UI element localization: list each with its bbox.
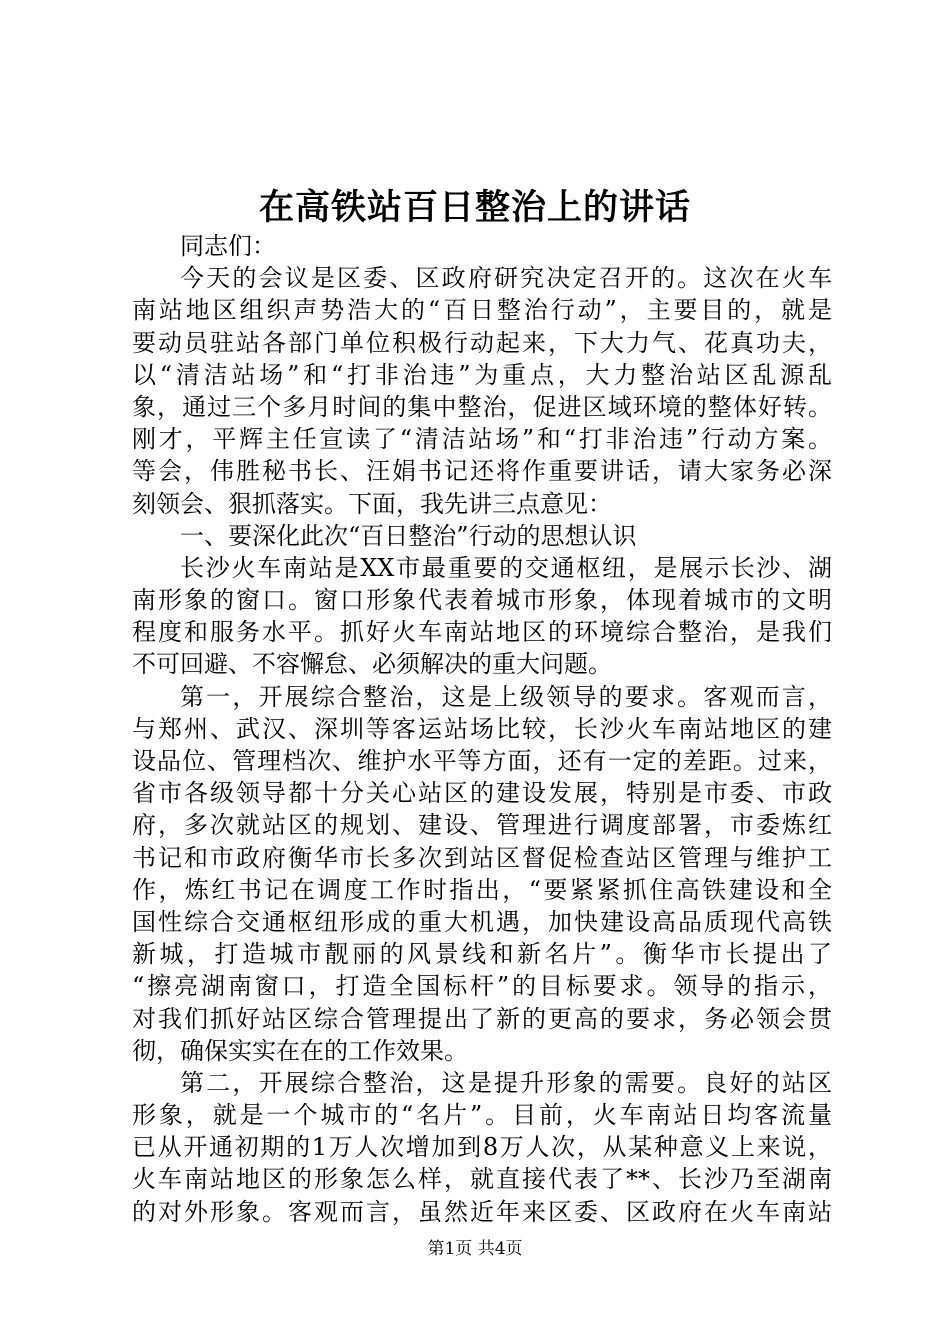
body-line: 等会，伟胜秘书长、汪娟书记还将作重要讲话，请大家务必深 xyxy=(132,457,832,486)
body-line: 对我们抓好站区综合管理提出了新的更高的要求，务必领会贯 xyxy=(132,1004,832,1033)
body-line: 已从开通初期的1万人次增加到8万人次，从某种意义上来说， xyxy=(132,1133,832,1162)
document-title: 在高铁站百日整治上的讲话 xyxy=(258,187,691,228)
body-line: 程度和服务水平。抓好火车南站地区的环境综合整治，是我们 xyxy=(132,618,832,647)
body-line: 南站地区组织声势浩大的“百日整治行动”，主要目的，就是 xyxy=(132,296,832,325)
body-line: 不可回避、不容懈怠、必须解决的重大问题。 xyxy=(132,650,612,679)
body-line: 长沙火车南站是XX市最重要的交通枢纽，是展示长沙、湖 xyxy=(180,553,832,582)
body-line: 火车南站地区的形象怎么样，就直接代表了**、长沙乃至湖南 xyxy=(132,1165,832,1194)
page-footer: 第1页 共4页 xyxy=(427,1239,523,1259)
body-line: 书记和市政府衡华市长多次到站区督促检查站区管理与维护工 xyxy=(132,843,832,872)
body-line: 国性综合交通枢纽形成的重大机遇，加快建设高品质现代高铁 xyxy=(132,907,832,936)
body-line: 以“清洁站场”和“打非治违”为重点，大力整治站区乱源乱 xyxy=(132,360,832,389)
body-line: 作，炼红书记在调度工作时指出，“要紧紧抓住高铁建设和全 xyxy=(132,875,832,904)
body-line: 彻，确保实实在在的工作效果。 xyxy=(132,1036,468,1065)
body-line: 府，多次就站区的规划、建设、管理进行调度部署，市委炼红 xyxy=(132,811,832,840)
body-line: 同志们： xyxy=(180,232,276,260)
body-line: 设品位、管理档次、维护水平等方面，还有一定的差距。过来， xyxy=(132,747,832,775)
body-line: 形象，就是一个城市的“名片”。目前，火车南站日均客流量 xyxy=(132,1101,832,1130)
body-line: 省市各级领导都十分关心站区的建设发展，特别是市委、市政 xyxy=(132,779,832,808)
body-line: 第一，开展综合整治，这是上级领导的要求。客观而言， xyxy=(180,682,832,711)
body-line: 南形象的窗口。窗口形象代表着城市形象，体现着城市的文明 xyxy=(132,586,832,615)
section-heading: 一、要深化此次“百日整治”行动的思想认识 xyxy=(180,521,637,550)
body-line: 刚才，平辉主任宣读了“清洁站场”和“打非治违”行动方案。 xyxy=(132,425,832,454)
body-line: 要动员驻站各部门单位积极行动起来，下大力气、花真功夫， xyxy=(132,328,832,357)
body-line: 象，通过三个多月时间的集中整治，促进区域环境的整体好转。 xyxy=(132,392,832,421)
body-line: 的对外形象。客观而言，虽然近年来区委、区政府在火车南站 xyxy=(132,1197,832,1226)
document-body xyxy=(132,230,832,1228)
body-line: 今天的会议是区委、区政府研究决定召开的。这次在火车 xyxy=(180,264,832,293)
body-line: 第二，开展综合整治，这是提升形象的需要。良好的站区 xyxy=(180,1068,832,1097)
body-line: 与郑州、武汉、深圳等客运站场比较，长沙火车南站地区的建 xyxy=(132,714,832,743)
body-line: 刻领会、狠抓落实。下面，我先讲三点意见： xyxy=(132,489,612,518)
body-line: “擦亮湖南窗口，打造全国标杆”的目标要求。领导的指示， xyxy=(132,972,832,1001)
body-line: 新城，打造城市靓丽的风景线和新名片”。衡华市长提出了 xyxy=(132,940,832,969)
